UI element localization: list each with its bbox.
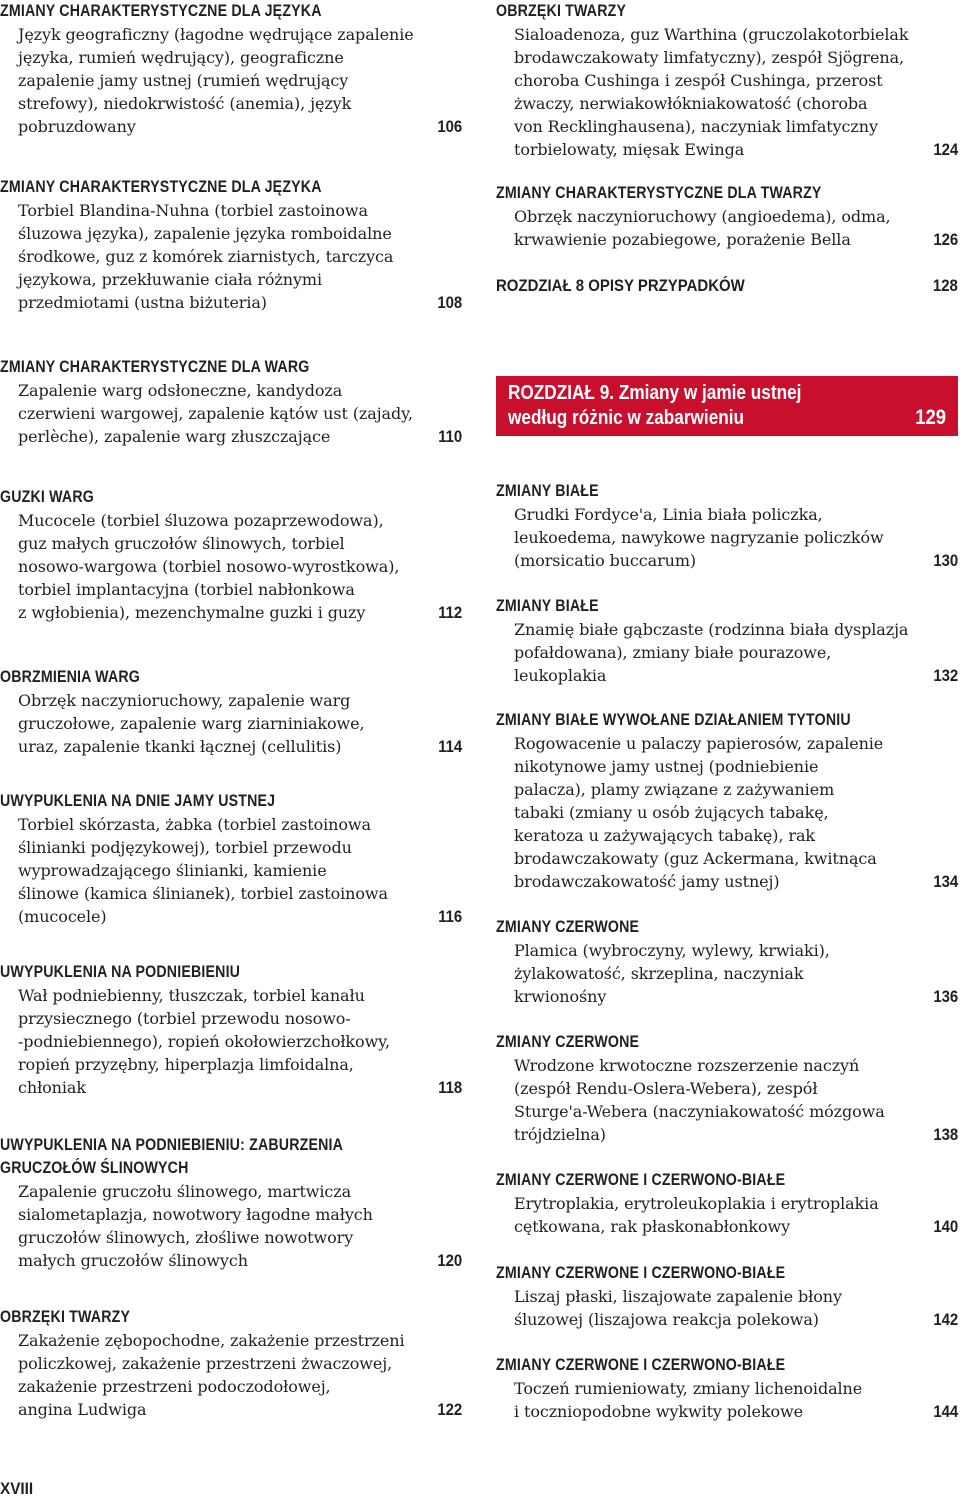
page-number: 114 — [438, 737, 462, 756]
description-line: Liszaj płaski, liszajowate zapalenie błony — [514, 1287, 842, 1306]
description-line: Torbiel Blandina-Nuhna (torbiel zastoinowa — [18, 201, 368, 220]
description-line: języka, rumień wędrujący), geograficzne — [18, 48, 344, 67]
page-number: 106 — [437, 117, 462, 136]
chapter-9-label: ROZDZIAŁ 9. — [508, 382, 615, 404]
entry-description — [0, 689, 462, 758]
toc-entry[interactable] — [496, 480, 958, 572]
chapter-9-title-line2: według różnic w zabarwieniu — [508, 407, 745, 429]
chapter-9-banner[interactable] — [496, 376, 958, 436]
description-line: Obrzęk naczynioruchowy (angioedema), odma, — [514, 207, 891, 226]
entry-heading: ZMIANY CHARAKTERYSTYCZNE DLA JĘZYKA — [0, 2, 322, 20]
entry-heading: ZMIANY CHARAKTERYSTYCZNE DLA JĘZYKA — [0, 178, 322, 196]
entry-heading: ZMIANY BIAŁE WYWOŁANE DZIAŁANIEM TYTONIU — [496, 711, 851, 729]
page-number: 118 — [438, 1078, 462, 1097]
description-line: tabaki (zmiany u osób żujących tabakę, — [514, 803, 829, 822]
description-line: Torbiel skórzasta, żabka (torbiel zastoinowa — [18, 815, 371, 834]
description-line: krwawienie pozabiegowe, porażenie Bella — [514, 230, 851, 249]
toc-entry[interactable] — [496, 709, 958, 893]
toc-entry[interactable] — [496, 0, 958, 161]
description-line: Obrzęk naczynioruchowy, zapalenie warg — [18, 691, 351, 710]
description-line: Erytroplakia, erytroleukoplakia i erytroplakia — [514, 1194, 879, 1213]
entry-description — [496, 1377, 958, 1423]
entry-description — [496, 732, 958, 893]
description-line: wyprowadzającego ślinianki, kamienie — [18, 861, 327, 880]
description-line: leukoplakia — [514, 666, 607, 685]
toc-entry[interactable] — [0, 486, 462, 624]
description-line: (mucocele) — [18, 907, 107, 926]
entry-heading: ZMIANY CZERWONE I CZERWONO-BIAŁE — [496, 1171, 786, 1189]
description-line: chłoniak — [18, 1078, 86, 1097]
entry-description — [0, 984, 462, 1099]
description-line: torbiel implantacyjna (torbiel nabłonkowa — [18, 580, 355, 599]
entry-heading: ZMIANY CZERWONE I CZERWONO-BIAŁE — [496, 1356, 786, 1374]
description-line: językowa, przekłuwanie ciała różnymi — [18, 270, 322, 289]
entry-description — [496, 1192, 958, 1238]
entry-description — [496, 939, 958, 1008]
description-line: (zespół Rendu-Oslera-Webera), zespół — [514, 1079, 818, 1098]
page-number: 130 — [933, 551, 958, 570]
entry-heading: ZMIANY BIAŁE — [496, 597, 599, 615]
description-line: Mucocele (torbiel śluzowa pozaprzewodowa), — [18, 511, 384, 530]
description-line: sialometaplazja, nowotwory łagodne małych — [18, 1205, 373, 1224]
description-line: pobruzdowany — [18, 117, 136, 136]
description-line: śluzowej (liszajowa reakcja polekowa) — [514, 1310, 819, 1329]
entry-description — [0, 199, 462, 314]
entry-heading: ZMIANY CHARAKTERYSTYCZNE DLA WARG — [0, 358, 310, 376]
description-line: czerwieni wargowej, zapalenie kątów ust (zajady, — [18, 404, 413, 423]
description-line: małych gruczołów ślinowych — [18, 1251, 248, 1270]
chapter-8-label: ROZDZIAŁ 8 OPISY PRZYPADKÓW — [496, 276, 745, 295]
entry-description — [0, 23, 462, 138]
description-line: Znamię białe gąbczaste (rodzinna biała dysplazja — [514, 620, 909, 639]
description-line: uraz, zapalenie tkanki łącznej (cellulitis) — [18, 737, 342, 756]
toc-entry[interactable] — [496, 1031, 958, 1146]
toc-entry[interactable] — [496, 1354, 958, 1423]
page-number: 134 — [933, 872, 958, 891]
entry-description — [0, 813, 462, 928]
entry-heading: ZMIANY CZERWONE — [496, 918, 640, 936]
toc-entry[interactable] — [0, 790, 462, 928]
entry-heading: OBRZĘKI TWARZY — [496, 2, 627, 20]
page-number: 136 — [933, 987, 958, 1006]
toc-entry[interactable] — [496, 1262, 958, 1331]
description-line: zapalenie jamy ustnej (rumień wędrujący — [18, 71, 349, 90]
entry-heading: OBRZMIENIA WARG — [0, 668, 141, 686]
entry-description — [496, 1285, 958, 1331]
description-line: Język geograficzny (łagodne wędrujące zapalenie — [18, 25, 414, 44]
description-line: zakażenie przestrzeni podoczodołowej, — [18, 1377, 331, 1396]
description-line: i toczniopodobne wykwity polekowe — [514, 1402, 804, 1421]
description-line: gruczołowe, zapalenie warg ziarniniakowe, — [18, 714, 365, 733]
description-line: nosowo-wargowa (torbiel nosowo-wyrostkowa), — [18, 557, 400, 576]
entry-heading: OBRZĘKI TWARZY — [0, 1308, 131, 1326]
description-line: choroba Cushinga i zespół Cushinga, przerost — [514, 71, 883, 90]
chapter-8-entry[interactable] — [496, 274, 958, 297]
description-line: ropień przyzębny, hiperplazja limfoidalna, — [18, 1055, 354, 1074]
description-line: strefowy), niedokrwistość (anemia), język — [18, 94, 352, 113]
entry-heading: UWYPUKLENIA NA DNIE JAMY USTNEJ — [0, 792, 276, 810]
description-line: Plamica (wybroczyny, wylewy, krwiaki), — [514, 941, 830, 960]
page-number: 112 — [438, 603, 462, 622]
chapter-9-page: 129 — [915, 406, 946, 429]
page-number: 124 — [933, 140, 958, 159]
description-line: przedmiotami (ustna biżuteria) — [18, 293, 267, 312]
page-number: 142 — [933, 1310, 958, 1329]
description-line: Sialoadenoza, guz Warthina (gruczolakotorbielak — [514, 25, 909, 44]
toc-entry[interactable] — [0, 1134, 462, 1272]
description-line: Wał podniebienny, tłuszczak, torbiel kanału — [18, 986, 365, 1005]
description-line: Toczeń rumieniowaty, zmiany lichenoidalne — [514, 1379, 863, 1398]
chapter-8-line — [496, 274, 958, 297]
toc-entry[interactable] — [0, 961, 462, 1099]
toc-entry[interactable] — [0, 0, 462, 138]
toc-entry[interactable] — [0, 1306, 462, 1421]
entry-description — [496, 23, 958, 161]
page-number: 128 — [932, 276, 958, 295]
description-line: trójdzielna) — [514, 1125, 606, 1144]
description-line: pofałdowana), zmiany białe pourazowe, — [514, 643, 832, 662]
entry-description — [496, 618, 958, 687]
entry-description — [0, 1180, 462, 1272]
toc-entry[interactable] — [0, 356, 462, 448]
description-line: torbielowaty, mięsak Ewinga — [514, 140, 745, 159]
description-line: z wgłobienia), mezenchymalne guzki i guzy — [18, 603, 366, 622]
description-line: brodawczakowaty limfatyczny), zespół Sjögrena, — [514, 48, 905, 67]
description-line: palacza), plamy związane z zażywaniem — [514, 780, 835, 799]
description-line: Wrodzone krwotoczne rozszerzenie naczyń — [514, 1056, 860, 1075]
toc-entry[interactable] — [496, 916, 958, 1008]
entry-heading: ZMIANY BIAŁE — [496, 482, 599, 500]
page-number: 132 — [933, 666, 958, 685]
entry-heading: GUZKI WARG — [0, 488, 94, 506]
entry-heading: UWYPUKLENIA NA PODNIEBIENIU — [0, 963, 241, 981]
entry-heading: ZMIANY CZERWONE I CZERWONO-BIAŁE — [496, 1264, 786, 1282]
description-line: ślinowe (kamica ślinianek), torbiel zastoinowa — [18, 884, 388, 903]
page-number: 138 — [933, 1125, 958, 1144]
description-line: policzkowej, zakażenie przestrzeni żwaczowej, — [18, 1354, 393, 1373]
page-number: 108 — [437, 293, 462, 312]
description-line: guz małych gruczołów ślinowych, torbiel — [18, 534, 345, 553]
page-number: 122 — [437, 1400, 462, 1419]
entry-heading: UWYPUKLENIA NA PODNIEBIENIU: ZABURZENIA — [0, 1136, 344, 1154]
description-line: Grudki Fordyce'a, Linia biała policzka, — [514, 505, 823, 524]
page-number: 140 — [933, 1217, 958, 1236]
toc-entry[interactable] — [0, 666, 462, 758]
description-line: przysiecznego (torbiel przewodu nosowo- — [18, 1009, 351, 1028]
footer-page-number: XVIII — [0, 1479, 34, 1498]
toc-entry[interactable] — [496, 1169, 958, 1238]
description-line: Rogowacenie u palaczy papierosów, zapalenie — [514, 734, 884, 753]
description-line: Sturge'a-Webera (naczyniakowatość mózgowa — [514, 1102, 885, 1121]
page-number: 116 — [438, 907, 462, 926]
chapter-9-title: Zmiany w jamie ustnej — [618, 382, 802, 404]
description-line: brodawczakowaty (guz Ackermana, kwitnąca — [514, 849, 877, 868]
entry-description — [496, 503, 958, 572]
description-line: żwaczy, nerwiakowłókniakowatość (choroba — [514, 94, 868, 113]
page-number: 120 — [437, 1251, 462, 1270]
description-line: żylakowatość, skrzeplina, naczyniak — [514, 964, 804, 983]
entry-description — [0, 379, 462, 448]
description-line: krwionośny — [514, 987, 607, 1006]
entry-description — [496, 205, 958, 251]
description-line: brodawczakowatość jamy ustnej) — [514, 872, 780, 891]
description-line: leukoedema, nawykowe nagryzanie policzków — [514, 528, 884, 547]
description-line: -podniebiennego), ropień okołowierzchołkowy, — [18, 1032, 390, 1051]
description-line: Zapalenie warg odsłoneczne, kandydoza — [18, 381, 343, 400]
description-line: nikotynowe jamy ustnej (podniebienie — [514, 757, 819, 776]
toc-entry[interactable] — [496, 595, 958, 687]
toc-entry[interactable] — [496, 182, 958, 251]
page-number: 126 — [933, 230, 958, 249]
description-line: angina Ludwiga — [18, 1400, 147, 1419]
entry-heading-continued: GRUCZOŁÓW ŚLINOWYCH — [0, 1159, 189, 1177]
description-line: (morsicatio buccarum) — [514, 551, 697, 570]
description-line: von Recklinghausena), naczyniak limfatyczny — [514, 117, 878, 136]
description-line: śluzowa języka), zapalenie języka romboidalne — [18, 224, 392, 243]
page-number: 110 — [438, 427, 462, 446]
chapter-9-title-line1 — [508, 381, 801, 405]
description-line: keratoza u zażywających tabakę), rak — [514, 826, 815, 845]
description-line: gruczołów ślinowych, złośliwe nowotwory — [18, 1228, 354, 1247]
toc-entry[interactable] — [0, 176, 462, 314]
entry-description — [496, 1054, 958, 1146]
entry-heading: ZMIANY CZERWONE — [496, 1033, 640, 1051]
description-line: środkowe, guz z komórek ziarnistych, tarczyca — [18, 247, 394, 266]
description-line: Zapalenie gruczołu ślinowego, martwicza — [18, 1182, 352, 1201]
page-number: 144 — [933, 1402, 958, 1421]
entry-heading: ZMIANY CHARAKTERYSTYCZNE DLA TWARZY — [496, 184, 822, 202]
description-line: perlèche), zapalenie warg złuszczające — [18, 427, 331, 446]
entry-description — [0, 509, 462, 624]
description-line: ślinianki podjęzykowej), torbiel przewodu — [18, 838, 352, 857]
entry-description — [0, 1329, 462, 1421]
description-line: Zakażenie zębopochodne, zakażenie przestrzeni — [18, 1331, 405, 1350]
description-line: cętkowana, rak płaskonabłonkowy — [514, 1217, 791, 1236]
